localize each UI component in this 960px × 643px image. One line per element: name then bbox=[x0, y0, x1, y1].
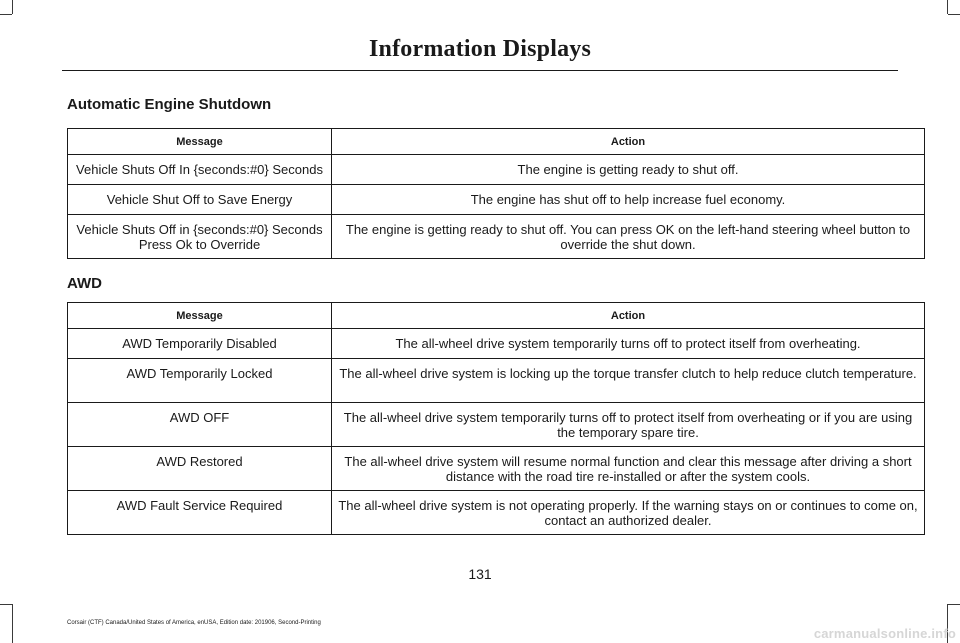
column-header-action: Action bbox=[332, 303, 925, 329]
table-row bbox=[68, 447, 925, 491]
action-cell: The all-wheel drive system is not operating properly. If the warning stays on or continues to come on, contact an authorized dealer. bbox=[332, 491, 925, 535]
page-number: 131 bbox=[468, 566, 492, 582]
crop-mark-top-right-v bbox=[947, 0, 948, 14]
table-row bbox=[68, 185, 925, 215]
table-row bbox=[68, 215, 925, 259]
crop-mark-top-left-h bbox=[0, 14, 12, 15]
message-cell: AWD OFF bbox=[68, 403, 332, 447]
column-header-message: Message bbox=[68, 129, 332, 155]
engine-shutdown-table bbox=[67, 128, 925, 259]
message-cell: AWD Restored bbox=[68, 447, 332, 491]
table-row bbox=[68, 329, 925, 359]
table-header-row bbox=[68, 303, 925, 329]
crop-mark-bottom-left-v bbox=[12, 604, 13, 643]
action-cell: The all-wheel drive system will resume normal function and clear this message after driving a short distance with the road tire re-installed or after the system cools. bbox=[332, 447, 925, 491]
message-cell: Vehicle Shuts Off In {seconds:#0} Seconds bbox=[68, 155, 332, 185]
column-header-action: Action bbox=[332, 129, 925, 155]
action-cell: The engine is getting ready to shut off. You can press OK on the left-hand steering wheel button to override the shut down. bbox=[332, 215, 925, 259]
table-header-row bbox=[68, 129, 925, 155]
column-header-message: Message bbox=[68, 303, 332, 329]
message-cell: Vehicle Shut Off to Save Energy bbox=[68, 185, 332, 215]
table-row bbox=[68, 155, 925, 185]
crop-mark-bottom-left-h bbox=[0, 604, 12, 605]
crop-mark-bottom-right-h bbox=[948, 604, 960, 605]
action-cell: The engine has shut off to help increase fuel economy. bbox=[332, 185, 925, 215]
message-cell: Vehicle Shuts Off in {seconds:#0} Seconds Press Ok to Override bbox=[68, 215, 332, 259]
action-cell: The engine is getting ready to shut off. bbox=[332, 155, 925, 185]
message-cell: AWD Fault Service Required bbox=[68, 491, 332, 535]
message-cell: AWD Temporarily Disabled bbox=[68, 329, 332, 359]
title-rule bbox=[62, 70, 898, 71]
crop-mark-top-right-h bbox=[948, 14, 960, 15]
message-cell: AWD Temporarily Locked bbox=[68, 359, 332, 403]
action-cell: The all-wheel drive system temporarily turns off to protect itself from overheating or if you are using the temporary spare tire. bbox=[332, 403, 925, 447]
section-heading-engine-shutdown: Automatic Engine Shutdown bbox=[67, 96, 272, 113]
footer-edition-info: Corsair (CTF) Canada/United States of America, enUSA, Edition date: 201906, Second-Printing bbox=[67, 620, 321, 626]
crop-mark-top-left-v bbox=[12, 0, 13, 14]
action-cell: The all-wheel drive system temporarily turns off to protect itself from overheating. bbox=[332, 329, 925, 359]
watermark[interactable]: carmanualsonline.info bbox=[813, 626, 956, 641]
table-row bbox=[68, 403, 925, 447]
table-row bbox=[68, 359, 925, 403]
page-title: Information Displays bbox=[368, 36, 592, 62]
awd-table bbox=[67, 302, 925, 535]
section-heading-awd: AWD bbox=[67, 275, 102, 292]
action-cell: The all-wheel drive system is locking up the torque transfer clutch to help reduce clutch temperature. bbox=[332, 359, 925, 403]
table-row bbox=[68, 491, 925, 535]
